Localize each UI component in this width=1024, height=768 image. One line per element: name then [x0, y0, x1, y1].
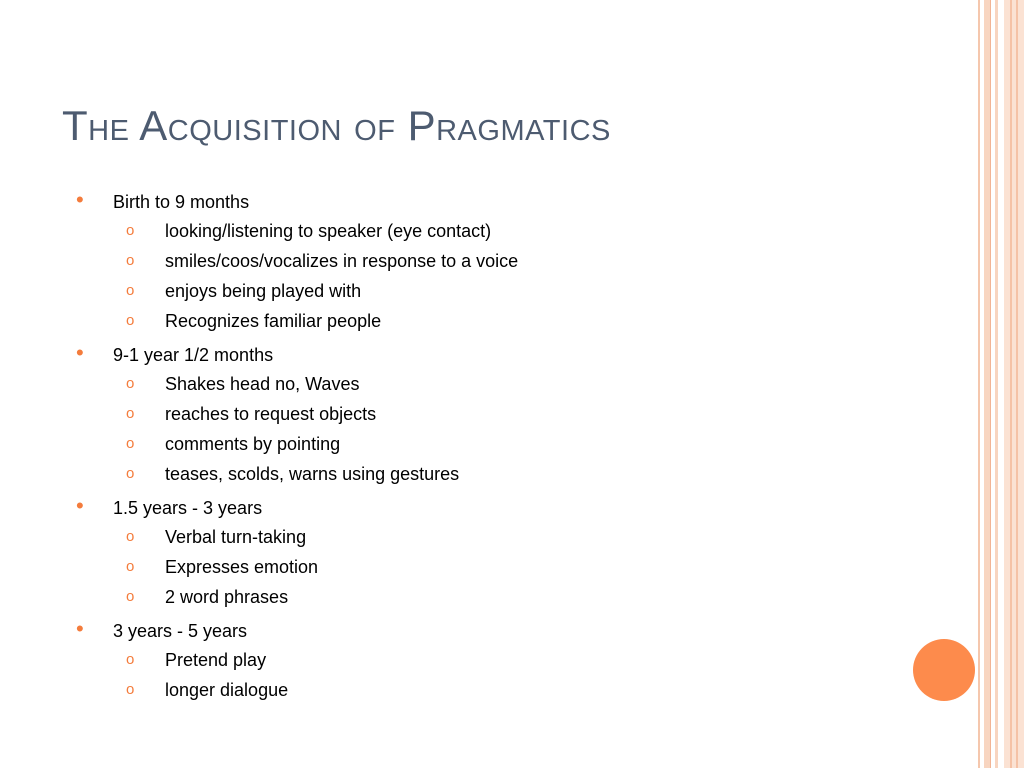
bullet-label: 1.5 years - 3 years [113, 498, 263, 518]
hollow-circle-icon: o [126, 405, 135, 422]
hollow-circle-icon: o [126, 375, 135, 392]
decorative-stripe [990, 0, 991, 768]
decorative-stripe [978, 0, 980, 768]
sub-bullet-label: Pretend play [165, 650, 267, 670]
sub-bullet-label: Verbal turn-taking [165, 527, 307, 547]
hollow-circle-icon: o [126, 222, 135, 239]
bullet-group [76, 341, 936, 489]
sub-bullet-item [76, 369, 936, 399]
bullet-dot-icon: • [76, 616, 84, 641]
decorative-stripe [1004, 0, 1024, 768]
bullet-label: Birth to 9 months [113, 192, 250, 212]
sub-bullet-item [76, 459, 936, 489]
bullet-item [76, 188, 936, 216]
sub-bullet-item [76, 429, 936, 459]
bullet-group [76, 494, 936, 612]
bullet-group [76, 188, 936, 336]
hollow-circle-icon: o [126, 465, 135, 482]
sub-bullet-item [76, 675, 936, 705]
hollow-circle-icon: o [126, 681, 135, 698]
hollow-circle-icon: o [126, 252, 135, 269]
sub-bullet-label: Shakes head no, Waves [165, 374, 360, 394]
hollow-circle-icon: o [126, 312, 135, 329]
sub-bullet-item [76, 645, 936, 675]
sub-bullet-item [76, 216, 936, 246]
hollow-circle-icon: o [126, 651, 135, 668]
hollow-circle-icon: o [126, 435, 135, 452]
sub-bullet-label: Recognizes familiar people [165, 311, 382, 331]
sub-bullet-label: looking/listening to speaker (eye contact) [165, 221, 492, 241]
sub-bullet-item [76, 522, 936, 552]
bullet-dot-icon: • [76, 187, 84, 212]
hollow-circle-icon: o [126, 528, 135, 545]
bullet-group [76, 617, 936, 705]
sub-bullet-label: reaches to request objects [165, 404, 377, 424]
bullet-label: 3 years - 5 years [113, 621, 248, 641]
sub-bullet-item [76, 276, 936, 306]
sub-bullet-label: 2 word phrases [165, 587, 289, 607]
slide-title: The Acquisition of Pragmatics [62, 102, 611, 149]
sub-bullet-label: smiles/coos/vocalizes in response to a voice [165, 251, 519, 271]
sub-bullet-label: Expresses emotion [165, 557, 319, 577]
bullet-item [76, 494, 936, 522]
sub-bullet-item [76, 582, 936, 612]
hollow-circle-icon: o [126, 588, 135, 605]
sub-bullet-item [76, 552, 936, 582]
sub-bullet-label: teases, scolds, warns using gestures [165, 464, 460, 484]
sub-bullet-item [76, 399, 936, 429]
bullet-item [76, 341, 936, 369]
decorative-stripe [1010, 0, 1012, 768]
sub-bullet-label: comments by pointing [165, 434, 341, 454]
hollow-circle-icon: o [126, 282, 135, 299]
decorative-stripe [1016, 0, 1018, 768]
hollow-circle-icon: o [126, 558, 135, 575]
sub-bullet-label: enjoys being played with [165, 281, 362, 301]
decorative-stripe [995, 0, 998, 768]
bullet-item [76, 617, 936, 645]
bullet-dot-icon: • [76, 340, 84, 365]
bullet-label: 9-1 year 1/2 months [113, 345, 274, 365]
sub-bullet-item [76, 246, 936, 276]
bullet-dot-icon: • [76, 493, 84, 518]
sub-bullet-item [76, 306, 936, 336]
bullet-list [76, 188, 936, 710]
sub-bullet-label: longer dialogue [165, 680, 289, 700]
